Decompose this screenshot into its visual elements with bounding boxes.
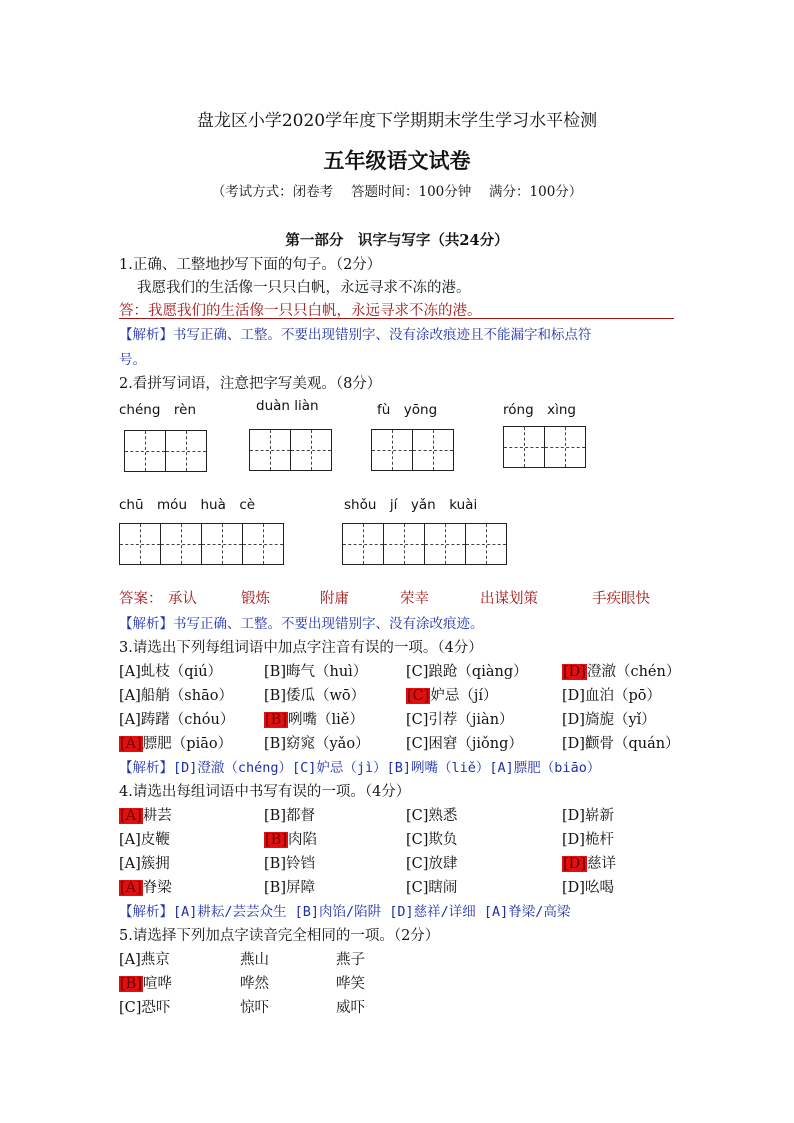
option-text: 都督 xyxy=(285,808,315,824)
writing-grid-2[interactable] xyxy=(250,429,332,471)
q2-answer-2: 锻炼 xyxy=(241,591,270,607)
option-label: [C] xyxy=(406,808,429,824)
option-label: [B] xyxy=(264,736,286,752)
option-label: [B] xyxy=(265,712,287,728)
option-label: [A] xyxy=(120,808,142,824)
q3-option[interactable] xyxy=(406,732,523,753)
option-label: [D] xyxy=(563,664,586,680)
q5-option[interactable] xyxy=(336,972,365,993)
option-label: [B] xyxy=(120,976,142,992)
option-text: 咧嘴（liě） xyxy=(287,712,364,728)
option-label: [C] xyxy=(406,880,429,896)
option-text: 惊吓 xyxy=(240,1000,269,1016)
option-text: 铃铛 xyxy=(285,856,315,872)
pinyin-2: duàn liàn xyxy=(256,398,319,414)
option-label: [C] xyxy=(406,736,429,752)
answer-underline xyxy=(119,318,674,319)
option-text: 窈窕（yǎo） xyxy=(285,736,370,752)
option-label: [D] xyxy=(562,688,585,704)
option-text: 哗笑 xyxy=(336,976,365,992)
q4-option[interactable] xyxy=(562,828,614,849)
option-label: [A] xyxy=(120,880,142,896)
q5-option[interactable] xyxy=(240,996,269,1017)
option-text: 妒忌（jí） xyxy=(430,688,498,704)
q4-analysis: 【解析】[A]耕耘/芸芸众生 [B]肉馅/陷阱 [D]慈祥/详细 [A]脊梁/高梁 xyxy=(119,904,571,920)
q4-option[interactable] xyxy=(264,804,315,825)
q5-option[interactable] xyxy=(119,996,170,1017)
option-text: 旖旎（yǐ） xyxy=(584,712,656,728)
option-label: [A] xyxy=(120,736,142,752)
option-label: [B] xyxy=(264,808,286,824)
option-label: [A] xyxy=(119,688,141,704)
option-text: 踌躇（chóu） xyxy=(140,712,235,728)
q4-option[interactable] xyxy=(119,804,172,825)
q3-option[interactable] xyxy=(562,660,680,681)
option-text: 燕京 xyxy=(140,952,170,968)
q4-option[interactable] xyxy=(264,828,317,849)
option-text: 倭瓜（wō） xyxy=(285,688,366,704)
q3-option[interactable] xyxy=(119,660,222,681)
section-title: 第一部分 识字与写字（共24分） xyxy=(285,232,509,249)
q4-option[interactable] xyxy=(406,804,457,825)
option-text: 晦气（huì） xyxy=(285,664,368,680)
option-text: 慈详 xyxy=(586,856,616,872)
option-text: 哗然 xyxy=(240,976,269,992)
option-label: [C] xyxy=(406,664,429,680)
writing-grid-6[interactable] xyxy=(343,523,507,565)
q4-option[interactable] xyxy=(406,852,457,873)
option-text: 屏障 xyxy=(285,880,315,896)
option-text: 血泊（pō） xyxy=(584,688,661,704)
option-text: 引荐（jiàn） xyxy=(428,712,514,728)
q5-option[interactable] xyxy=(336,948,365,969)
q3-option[interactable] xyxy=(119,708,234,729)
option-text: 欺负 xyxy=(428,832,458,848)
option-text: 踉跄（qiàng） xyxy=(428,664,528,680)
q3-analysis: 【解析】[D]澄澈（chéng）[C]妒忌（jì）[B]咧嘴（liě）[A]膘肥（biāo） xyxy=(119,760,601,776)
q4-option[interactable] xyxy=(406,828,457,849)
q1-answer: 答：我愿我们的生活像一只只白帆，永远寻求不冻的港。 xyxy=(119,303,482,319)
q3-option[interactable] xyxy=(119,684,233,705)
q5-option[interactable] xyxy=(119,972,172,993)
option-text: 威吓 xyxy=(336,1000,365,1016)
option-label: [B] xyxy=(264,880,286,896)
q4-option[interactable] xyxy=(562,804,614,825)
q5-option[interactable] xyxy=(240,972,269,993)
option-text: 船艄（shāo） xyxy=(140,688,233,704)
option-label: [A] xyxy=(119,856,141,872)
writing-grid-5[interactable] xyxy=(120,523,284,565)
option-text: 膘肥（piāo） xyxy=(142,736,233,752)
option-label: [D] xyxy=(562,832,585,848)
option-text: 桅杆 xyxy=(584,832,614,848)
q4-option[interactable] xyxy=(264,876,315,897)
option-label: [B] xyxy=(264,688,286,704)
exam-name: 五年级语文试卷 xyxy=(323,148,471,173)
q3-option[interactable] xyxy=(406,660,528,681)
option-text: 吆喝 xyxy=(584,880,614,896)
option-text: 燕子 xyxy=(336,952,365,968)
q5-option[interactable] xyxy=(240,948,269,969)
option-text: 脊梁 xyxy=(142,880,172,896)
option-label: [B] xyxy=(265,832,287,848)
writing-grid-4[interactable] xyxy=(504,426,586,468)
option-text: 瞎闹 xyxy=(428,880,458,896)
pinyin-5: chū móu huà cè xyxy=(119,497,256,513)
pinyin-1: chéng rèn xyxy=(119,402,197,418)
q2-analysis: 【解析】书写正确、工整。不要出现错别字、没有涂改痕迹。 xyxy=(119,616,484,632)
option-label: [C] xyxy=(406,856,429,872)
option-text: 颧骨（quán） xyxy=(584,736,680,752)
option-text: 恐吓 xyxy=(141,1000,171,1016)
option-label: [C] xyxy=(406,712,429,728)
q3-option[interactable] xyxy=(406,684,498,705)
q2-answer-3: 附庸 xyxy=(320,591,349,607)
q3-option[interactable] xyxy=(119,732,232,753)
option-text: 耕芸 xyxy=(142,808,172,824)
option-text: 喧哗 xyxy=(142,976,172,992)
q5-option[interactable] xyxy=(119,948,170,969)
q4-option[interactable] xyxy=(264,852,315,873)
q2-answer-4: 荣幸 xyxy=(400,591,429,607)
option-text: 肉陷 xyxy=(287,832,317,848)
option-label: [D] xyxy=(562,808,585,824)
option-text: 虬枝（qiú） xyxy=(140,664,223,680)
q4-stem: 4.请选出每组词语中书写有误的一项。（4分） xyxy=(119,784,411,800)
writing-grid-1[interactable] xyxy=(125,430,207,472)
q2-answer-1: 承认 xyxy=(168,591,197,607)
q3-option[interactable] xyxy=(264,684,365,705)
option-text: 簇拥 xyxy=(140,856,170,872)
option-label: [C] xyxy=(406,832,429,848)
option-text: 皮鞭 xyxy=(140,832,170,848)
pinyin-3: fù yōng xyxy=(377,402,438,418)
q3-option[interactable] xyxy=(264,732,370,753)
q2-stem: 2.看拼写词语，注意把字写美观。（8分） xyxy=(119,376,382,392)
option-label: [C] xyxy=(119,1000,142,1016)
q1-stem: 1.正确、工整地抄写下面的句子。（2分） xyxy=(119,257,382,273)
q4-option[interactable] xyxy=(119,876,172,897)
q1-sentence: 我愿我们的生活像一只只白帆，永远寻求不冻的港。 xyxy=(137,280,471,296)
option-label: [D] xyxy=(562,880,585,896)
q3-stem: 3.请选出下列每组词语中加点字注音有误的一项。（4分） xyxy=(119,640,483,656)
option-text: 放肆 xyxy=(428,856,458,872)
option-text: 熟悉 xyxy=(428,808,458,824)
q2-answer-5: 出谋划策 xyxy=(480,591,538,607)
option-label: [C] xyxy=(407,688,430,704)
q5-stem: 5.请选择下列加点字读音完全相同的一项。（2分） xyxy=(119,928,440,944)
option-label: [D] xyxy=(562,736,585,752)
q4-option[interactable] xyxy=(562,876,614,897)
q3-option[interactable] xyxy=(264,708,364,729)
option-label: [D] xyxy=(563,856,586,872)
option-label: [B] xyxy=(264,856,286,872)
option-label: [A] xyxy=(119,712,141,728)
q1-analysis-cont: 号。 xyxy=(119,352,146,368)
option-text: 困窘（jiǒng） xyxy=(428,736,523,752)
q3-option[interactable] xyxy=(562,684,661,705)
q4-option[interactable] xyxy=(406,876,457,897)
exam-info: （考试方式：闭卷考 答题时间：100分钟 满分：100分） xyxy=(211,184,583,200)
q4-option[interactable] xyxy=(119,852,170,873)
q3-option[interactable] xyxy=(562,732,680,753)
q1-analysis: 【解析】书写正确、工整。不要出现错别字、没有涂改痕迹且不能漏字和标点符 xyxy=(119,327,592,343)
option-text: 澄澈（chén） xyxy=(586,664,681,680)
q5-option[interactable] xyxy=(336,996,365,1017)
option-text: 燕山 xyxy=(240,952,269,968)
option-label: [D] xyxy=(562,712,585,728)
q4-option[interactable] xyxy=(562,852,616,873)
pinyin-6: shǒu jí yǎn kuài xyxy=(344,497,478,513)
school-title: 盘龙区小学2020学年度下学期期末学生学习水平检测 xyxy=(196,111,598,131)
q3-option[interactable] xyxy=(562,708,656,729)
q4-option[interactable] xyxy=(119,828,170,849)
q3-option[interactable] xyxy=(406,708,514,729)
option-label: [B] xyxy=(264,664,286,680)
writing-grid-3[interactable] xyxy=(372,429,454,471)
option-label: [A] xyxy=(119,952,141,968)
option-label: [A] xyxy=(119,664,141,680)
option-label: [A] xyxy=(119,832,141,848)
q3-option[interactable] xyxy=(264,660,367,681)
q2-answer-label: 答案： xyxy=(119,591,163,607)
option-text: 崭新 xyxy=(584,808,614,824)
q2-answer-6: 手疾眼快 xyxy=(592,591,650,607)
pinyin-4: róng xìng xyxy=(503,402,577,418)
